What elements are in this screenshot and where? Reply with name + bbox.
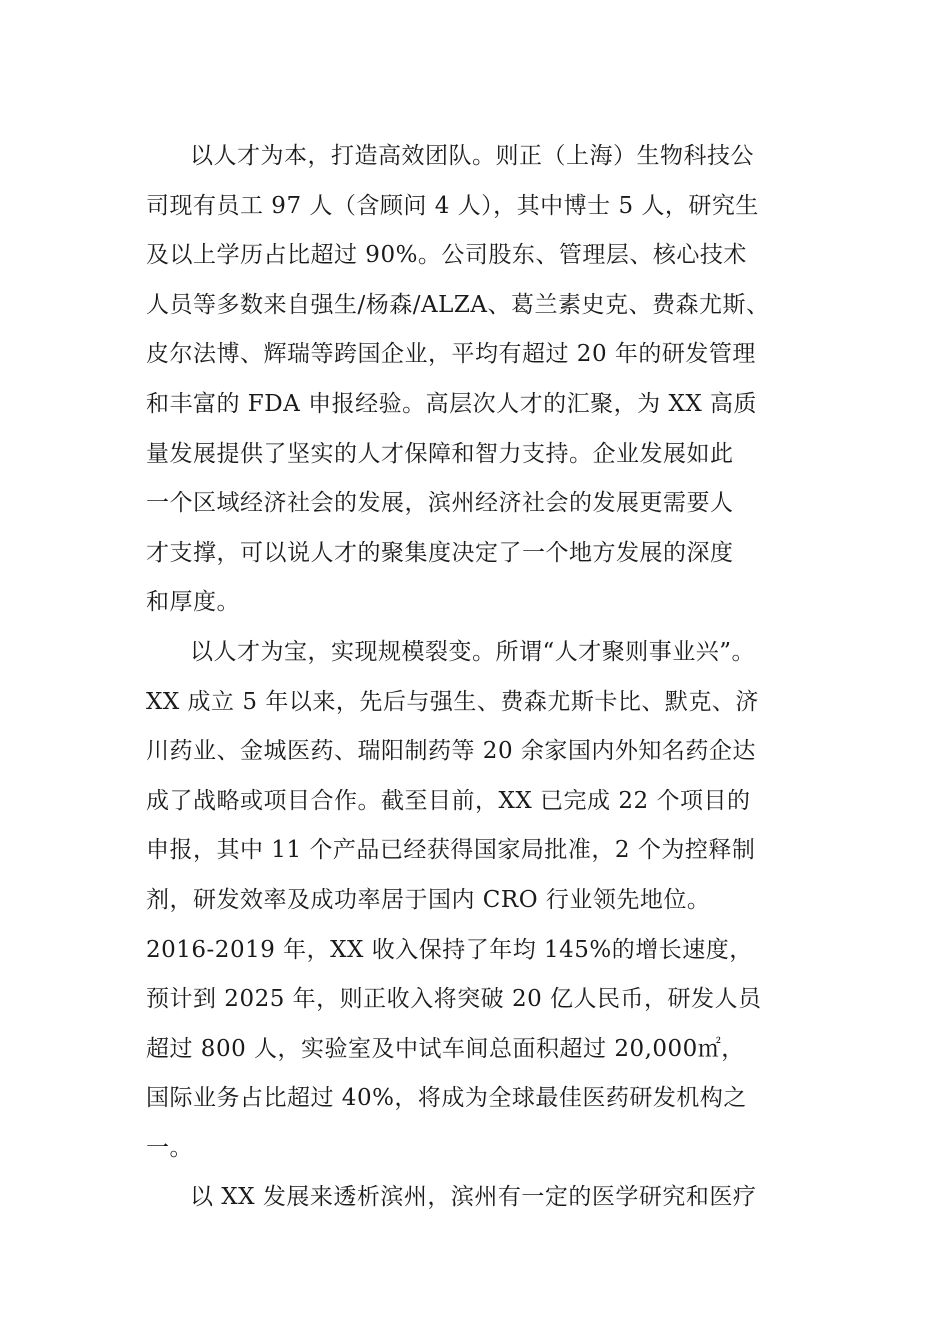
paragraph-binzhou-analysis xyxy=(146,1173,816,1223)
paragraph-talent-scale xyxy=(146,628,816,1174)
text-line: 皮尔法博、辉瑞等跨国企业，平均有超过 20 年的研发管理 xyxy=(146,341,756,368)
text-line: 申报，其中 11 个产品已经获得国家局批准，2 个为控释制 xyxy=(146,837,756,864)
text-line: 以人才为宝，实现规模裂变。所谓“人才聚则事业兴”。 xyxy=(190,638,756,665)
text-line: 及以上学历占比超过 90%。公司股东、管理层、核心技术 xyxy=(146,242,747,269)
text-line: 才支撑，可以说人才的聚集度决定了一个地方发展的深度 xyxy=(146,539,734,566)
text-line: 人员等多数来自强生/杨森/ALZA、葛兰素史克、费森尤斯、 xyxy=(146,291,770,318)
text-line: 剂，研发效率及成功率居于国内 CRO 行业领先地位。 xyxy=(146,886,711,913)
paragraph-talent-team xyxy=(146,132,816,628)
text-line: XX 成立 5 年以来，先后与强生、费森尤斯卡比、默克、济 xyxy=(146,688,759,715)
text-line: 川药业、金城医药、瑞阳制药等 20 余家国内外知名药企达 xyxy=(146,738,756,765)
text-line: 以人才为本，打造高效团队。则正（上海）生物科技公 xyxy=(190,143,754,169)
text-line: 一。 xyxy=(146,1134,193,1161)
text-line: 司现有员工 97 人（含顾问 4 人），其中博士 5 人，研究生 xyxy=(146,192,759,219)
text-line: 超过 800 人，实验室及中试车间总面积超过 20,000㎡， xyxy=(146,1035,745,1062)
text-line: 国际业务占比超过 40%，将成为全球最佳医药研发机构之 xyxy=(146,1085,747,1112)
document-body xyxy=(146,132,816,1223)
text-line: 和厚度。 xyxy=(146,589,240,616)
text-line: 成了战略或项目合作。截至目前，XX 已完成 22 个项目的 xyxy=(146,787,751,814)
text-line: 量发展提供了坚实的人才保障和智力支持。企业发展如此 xyxy=(146,440,734,467)
text-line: 以 XX 发展来透析滨州，滨州有一定的医学研究和医疗 xyxy=(190,1184,757,1211)
text-line: 2016-2019 年，XX 收入保持了年均 145%的增长速度， xyxy=(146,936,753,963)
text-line: 一个区域经济社会的发展，滨州经济社会的发展更需要人 xyxy=(146,490,734,517)
text-line: 预计到 2025 年，则正收入将突破 20 亿人民币，研发人员 xyxy=(146,986,762,1013)
text-line: 和丰富的 FDA 申报经验。高层次人才的汇聚，为 XX 高质 xyxy=(146,390,758,417)
